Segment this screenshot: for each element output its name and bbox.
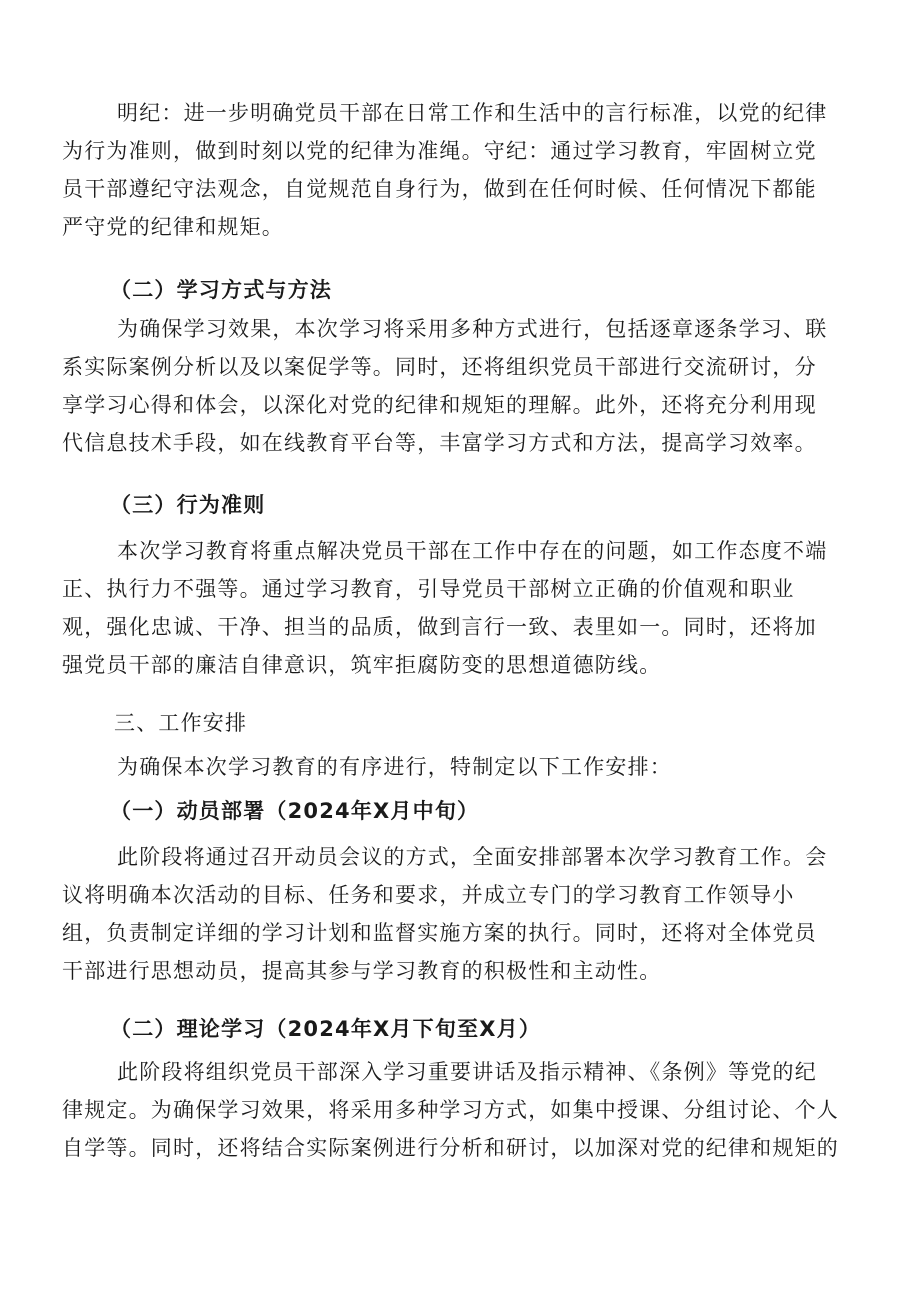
text-line: 系实际案例分析以及以案促学等。同时，还将组织党员干部进行交流研讨，分 — [62, 355, 817, 379]
text-line: 为确保本次学习教育的有序进行，特制定以下工作安排： — [117, 755, 672, 779]
heading-code-of-conduct — [62, 486, 862, 524]
heading-mobilization — [62, 792, 862, 830]
text-line: 享学习心得和体会，以深化对党的纪律和规矩的理解。此外，还将充分利用现 — [62, 393, 817, 417]
paragraph-theory-study — [62, 1053, 862, 1167]
text-line: 强党员干部的廉洁自律意识，筑牢拒腐防变的思想道德防线。 — [62, 653, 662, 677]
text-line: 正、执行力不强等。通过学习教育，引导党员干部树立正确的价值观和职业 — [62, 577, 795, 601]
section-work-arrangement — [62, 704, 862, 742]
text-line: 自学等。同时，还将结合实际案例进行分析和研讨，以加深对党的纪律和规矩的 — [62, 1136, 839, 1160]
heading-text: （二）理论学习（2024年X月下旬至X月） — [110, 1017, 542, 1041]
text-line: 明纪：进一步明确党员干部在日常工作和生活中的言行标准，以党的纪律 — [117, 101, 828, 125]
heading-study-methods — [62, 271, 862, 309]
text-line: 为确保学习效果，本次学习将采用多种方式进行，包括逐章逐条学习、联 — [117, 317, 828, 341]
text-line: 议将明确本次活动的目标、任务和要求，并成立专门的学习教育工作领导小 — [62, 883, 795, 907]
section-title: 三、工作安排 — [114, 711, 248, 735]
text-line: 干部进行思想动员，提高其参与学习教育的积极性和主动性。 — [62, 959, 662, 983]
heading-text: （二）学习方式与方法 — [110, 278, 332, 302]
paragraph-code-of-conduct — [62, 532, 862, 684]
text-line: 律规定。为确保学习效果，将采用多种学习方式，如集中授课、分组讨论、个人 — [62, 1098, 839, 1122]
text-line: 组，负责制定详细的学习计划和监督实施方案的执行。同时，还将对全体党员 — [62, 921, 817, 945]
paragraph-study-methods — [62, 310, 862, 462]
text-line: 为行为准则，做到时刻以党的纪律为准绳。守纪：通过学习教育，牢固树立党 — [62, 139, 817, 163]
text-line: 严守党的纪律和规矩。 — [62, 215, 284, 239]
heading-text: （一）动员部署（2024年X月中旬） — [110, 799, 480, 823]
text-line: 本次学习教育将重点解决党员干部在工作中存在的问题，如工作态度不端 — [117, 539, 828, 563]
text-line: 观，强化忠诚、干净、担当的品质，做到言行一致、表里如一。同时，还将加 — [62, 615, 817, 639]
heading-text: （三）行为准则 — [110, 493, 266, 517]
paragraph-intro — [62, 748, 862, 786]
paragraph-mobilization — [62, 838, 862, 990]
text-line: 此阶段将通过召开动员会议的方式，全面安排部署本次学习教育工作。会 — [117, 845, 828, 869]
text-line: 代信息技术手段，如在线教育平台等，丰富学习方式和方法，提高学习效率。 — [62, 431, 817, 455]
text-line: 此阶段将组织党员干部深入学习重要讲话及指示精神、《条例》等党的纪 — [117, 1060, 817, 1084]
paragraph-mingji — [62, 94, 862, 246]
text-line: 员干部遵纪守法观念，自觉规范自身行为，做到在任何时候、任何情况下都能 — [62, 177, 817, 201]
heading-theory-study — [62, 1010, 862, 1048]
